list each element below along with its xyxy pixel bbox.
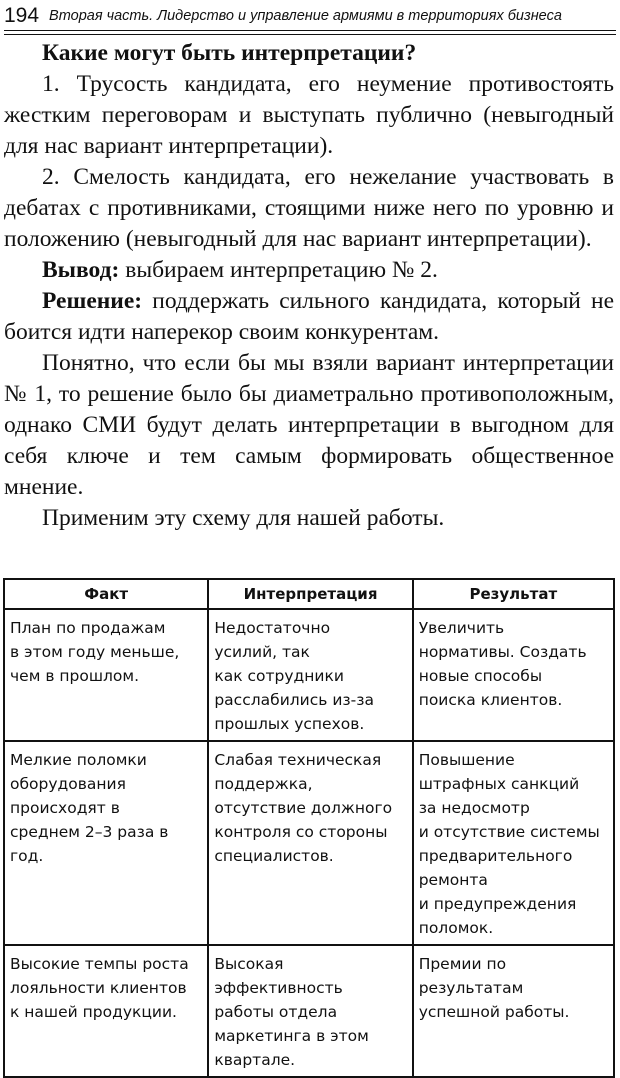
- cell-line: поломок.: [418, 919, 494, 937]
- conclusion-label: Вывод:: [42, 257, 120, 283]
- table-row: [4, 609, 614, 741]
- cell-line: штрафных санкций: [418, 775, 580, 793]
- decision-label: Решение:: [42, 288, 143, 314]
- column-header-interpretation: Интерпретация: [208, 579, 412, 609]
- table-cell-fact: [4, 945, 208, 1077]
- column-header-result: Результат: [413, 579, 614, 609]
- cell-line: и предупреждения: [418, 895, 577, 913]
- column-header-fact: Факт: [4, 579, 208, 609]
- decision-paragraph: [4, 286, 614, 348]
- cell-line: специалистов.: [214, 847, 334, 865]
- cell-line: расслабились из-за: [214, 691, 374, 709]
- cell-line: Высокие темпы роста: [10, 955, 189, 973]
- cell-line: Слабая техническая: [214, 751, 382, 769]
- table-cell-interpretation: [208, 609, 412, 741]
- cell-line: работы отдела: [214, 1003, 338, 1021]
- table-cell-result: [413, 945, 614, 1077]
- cell-line: новые способы: [418, 667, 543, 685]
- cell-line: результатам: [418, 979, 524, 997]
- decision-text: поддержать сильного кандидата, который не боится идти наперекор своим конкурентам.: [4, 288, 614, 345]
- table-cell-result: [413, 609, 614, 741]
- cell-line: Мелкие поломки: [10, 751, 147, 769]
- paragraph-interpretation-2: 2. Смелость кандидата, его нежелание участвовать в дебатах с противниками, стоящими ниже него по уровню и положению (невыгодный для нас вариант интерпретации).: [4, 164, 614, 252]
- cell-line: лояльности клиентов: [10, 979, 187, 997]
- cell-line: как сотрудники: [214, 667, 344, 685]
- cell-line: происходят в: [10, 799, 120, 817]
- paragraph-after: Понятно, что если бы мы взяли вариант интерпретации № 1, то решение было бы диаметрально противоположным, однако СМИ будут делать интерпретации в выгодном для себя ключе и тем самым формировать общественное мнение.: [4, 350, 614, 500]
- cell-line: Премии по: [418, 955, 507, 973]
- cell-line: в этом году меньше,: [10, 643, 180, 661]
- cell-line: контроля со стороны: [214, 823, 388, 841]
- cell-line: среднем 2–3 раза в: [10, 823, 169, 841]
- cell-line: эффективность: [214, 979, 343, 997]
- cell-line: квартале.: [214, 1051, 296, 1069]
- table-cell-interpretation: [208, 741, 412, 945]
- table-row: [4, 741, 614, 945]
- cell-line: План по продажам: [10, 619, 166, 637]
- table-cell-result: [413, 741, 614, 945]
- cell-line: год.: [10, 847, 44, 865]
- conclusion-text: выбираем интерпретацию № 2.: [119, 257, 438, 283]
- running-title: Вторая часть. Лидерство и управление армиями в территориях бизнеса: [49, 8, 562, 24]
- cell-line: ремонта: [418, 871, 488, 889]
- table-cell-fact: [4, 609, 208, 741]
- cell-line: Недостаточно: [214, 619, 331, 637]
- cell-line: Повышение: [418, 751, 515, 769]
- cell-line: к нашей продукции.: [10, 1003, 177, 1021]
- paragraph-interpretation-1: 1. Трусость кандидата, его неумение противостоять жестким переговорам и выступать публично (невыгодный для нас вариант интерпретации).: [4, 71, 614, 159]
- page-number: 194: [4, 4, 40, 27]
- cell-line: Высокая: [214, 955, 284, 973]
- cell-line: успешной работы.: [418, 1003, 570, 1021]
- cell-line: и отсутствие системы: [418, 823, 600, 841]
- conclusion-paragraph: [4, 255, 614, 286]
- section-heading: Какие могут быть интерпретации?: [42, 40, 417, 66]
- table-header-row: [4, 579, 614, 609]
- cell-line: отсутствие должного: [214, 799, 393, 817]
- cell-line: усилий, так: [214, 643, 310, 661]
- fact-interpretation-result-table: [3, 578, 615, 1078]
- body-text: [4, 38, 614, 534]
- cell-line: прошлых успехов.: [214, 715, 365, 733]
- cell-line: чем в прошлом.: [10, 667, 140, 685]
- cell-line: Увеличить: [418, 619, 505, 637]
- table-cell-fact: [4, 741, 208, 945]
- cell-line: за недосмотр: [418, 799, 530, 817]
- cell-line: поиска клиентов.: [418, 691, 563, 709]
- cell-line: нормативы. Создать: [418, 643, 587, 661]
- cell-line: предварительного: [418, 847, 573, 865]
- cell-line: оборудования: [10, 775, 126, 793]
- table-row: [4, 945, 614, 1077]
- cell-line: поддержка,: [214, 775, 313, 793]
- cell-line: маркетинга в этом: [214, 1027, 369, 1045]
- running-head: [4, 0, 616, 31]
- table-cell-interpretation: [208, 945, 412, 1077]
- paragraph-apply: Применим эту схему для нашей работы.: [42, 505, 445, 531]
